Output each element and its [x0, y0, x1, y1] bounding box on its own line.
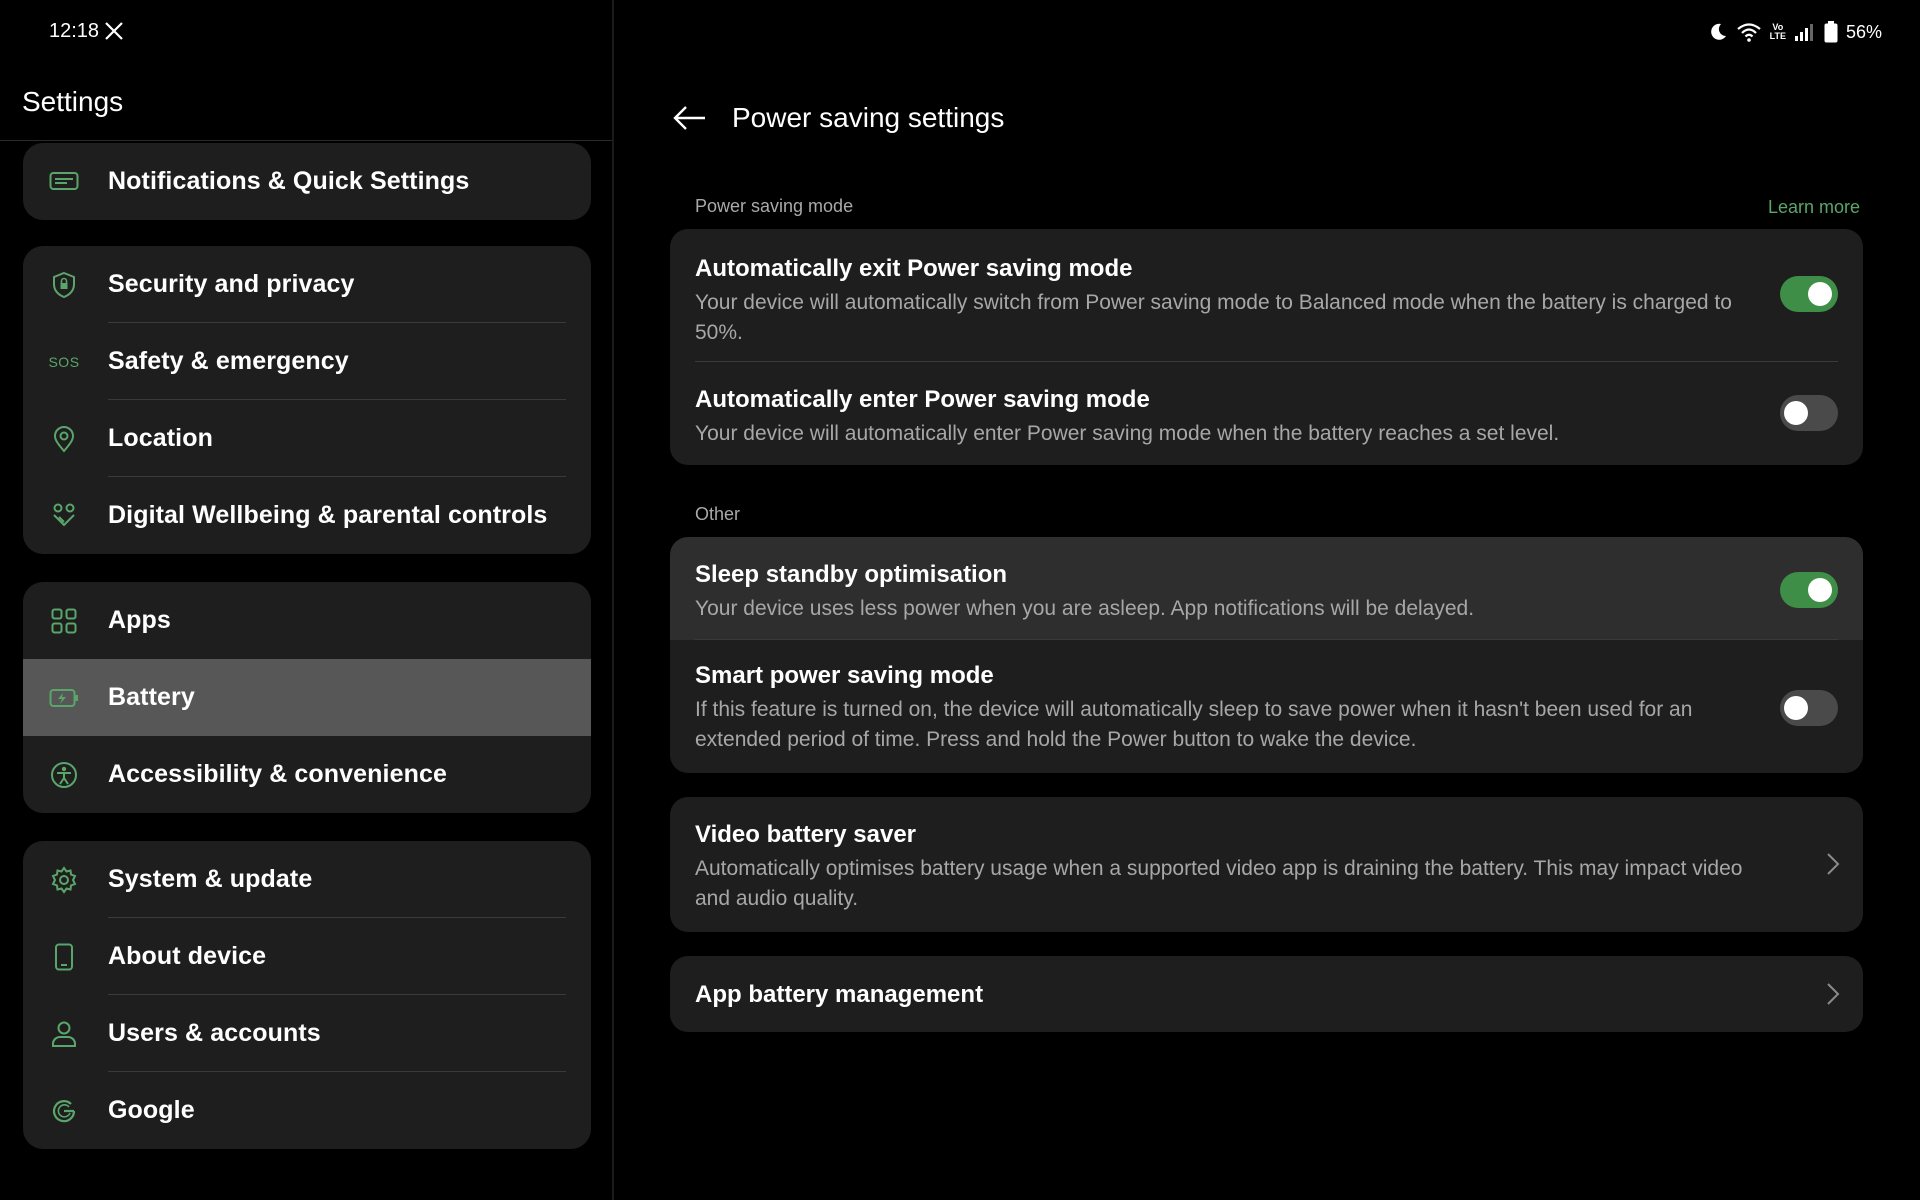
settings-group-3 — [23, 582, 591, 813]
battery-status-icon — [1824, 21, 1838, 43]
toggle-knob — [1808, 578, 1832, 602]
row-subtitle: Your device will automatically switch from Power saving mode to Balanced mode when the battery is charged to 50%. — [695, 291, 1732, 344]
page-title: Power saving settings — [732, 102, 1005, 133]
auto-exit-toggle[interactable] — [1780, 276, 1838, 312]
toggle-knob — [1784, 401, 1808, 425]
row-title: Sleep standby optimisation — [695, 561, 1008, 588]
sidebar-item-label: Accessibility & convenience — [108, 760, 447, 788]
settings-group-2 — [23, 246, 591, 554]
section-header-other: Other — [695, 504, 741, 524]
row-title: Automatically enter Power saving mode — [695, 386, 1150, 413]
sidebar-item-location[interactable] — [23, 400, 591, 477]
toggle-knob — [1784, 696, 1808, 720]
location-icon — [49, 424, 79, 454]
sidebar-item-label: Digital Wellbeing & parental controls — [108, 501, 548, 529]
toggle-knob — [1808, 282, 1832, 306]
wifi-icon — [1736, 22, 1762, 42]
sidebar-item-accessibility[interactable] — [23, 736, 591, 813]
row-smart-power-saving[interactable] — [670, 640, 1863, 773]
user-icon — [49, 1019, 79, 1049]
row-subtitle: Your device will automatically enter Power saving mode when the battery reaches a set level. — [695, 422, 1560, 445]
status-time: 12:18 — [49, 20, 100, 42]
sidebar-item-label: Users & accounts — [108, 1019, 321, 1047]
sidebar-item-system[interactable] — [23, 841, 591, 918]
row-sleep-standby[interactable] — [670, 537, 1863, 640]
row-subtitle: If this feature is turned on, the device will automatically sleep to save power when it hasn't been used for an extended period of time. Press and hold the Power button to wake the device. — [695, 698, 1693, 751]
sidebar-item-google[interactable] — [23, 1072, 591, 1149]
battery-percent: 56% — [1845, 21, 1882, 42]
back-button[interactable] — [672, 100, 708, 136]
sidebar-item-safety[interactable] — [23, 323, 591, 400]
notifications-icon — [49, 167, 79, 197]
sidebar-item-label: Location — [108, 424, 213, 452]
sidebar-header-divider — [0, 140, 612, 141]
apps-icon — [49, 606, 79, 636]
signal-icon — [1794, 22, 1816, 42]
sidebar-item-label: Battery — [108, 683, 195, 711]
battery-icon — [49, 683, 79, 713]
sidebar-item-notifications[interactable] — [23, 143, 591, 220]
sidebar-title: Settings — [22, 86, 124, 117]
wellbeing-icon — [49, 501, 79, 531]
settings-group-4 — [23, 841, 591, 1149]
other-card — [670, 537, 1863, 773]
sidebar-item-security[interactable] — [23, 246, 591, 323]
smart-power-saving-toggle[interactable] — [1780, 690, 1838, 726]
sidebar-item-wellbeing[interactable] — [23, 477, 591, 554]
chevron-right-icon — [1825, 851, 1841, 877]
sos-icon: SOS — [48, 353, 80, 370]
sleep-standby-toggle[interactable] — [1780, 572, 1838, 608]
sidebar-item-apps[interactable] — [23, 582, 591, 659]
row-app-battery-management[interactable] — [670, 956, 1863, 1032]
sidebar-item-label: Google — [108, 1096, 195, 1124]
learn-more-link[interactable]: Learn more — [1767, 197, 1860, 217]
moon-icon — [1708, 22, 1728, 42]
shield-icon — [49, 270, 79, 300]
sidebar-item-label: Safety & emergency — [108, 347, 349, 375]
settings-sidebar — [0, 0, 612, 1200]
row-auto-enter[interactable] — [670, 362, 1863, 465]
power-saving-card — [670, 229, 1863, 465]
sidebar-item-battery[interactable] — [23, 659, 591, 736]
sidebar-item-about[interactable] — [23, 918, 591, 995]
sidebar-item-label: Notifications & Quick Settings — [108, 167, 470, 195]
accessibility-icon — [49, 760, 79, 790]
auto-enter-toggle[interactable] — [1780, 395, 1838, 431]
settings-group-1 — [23, 143, 591, 220]
row-auto-exit[interactable] — [670, 229, 1863, 362]
sidebar-item-users[interactable] — [23, 995, 591, 1072]
app-battery-management-card[interactable] — [670, 956, 1863, 1032]
pane-divider — [612, 0, 614, 1200]
row-title: App battery management — [695, 981, 984, 1008]
row-title: Automatically exit Power saving mode — [695, 255, 1133, 282]
back-arrow-icon — [673, 105, 707, 131]
sidebar-item-label: Apps — [108, 606, 171, 634]
section-header-power-saving: Power saving mode — [695, 196, 854, 216]
phone-icon — [49, 942, 79, 972]
gear-icon — [49, 865, 79, 895]
chevron-right-icon — [1825, 981, 1841, 1007]
row-title: Video battery saver — [695, 821, 917, 848]
video-battery-saver-card[interactable] — [670, 797, 1863, 932]
google-icon — [49, 1096, 79, 1126]
sidebar-item-label: About device — [108, 942, 267, 970]
volte-icon: Vo LTE — [1769, 22, 1786, 41]
sidebar-item-label: Security and privacy — [108, 270, 355, 298]
row-subtitle: Automatically optimises battery usage when a supported video app is draining the battery. This may impact video and audio quality. — [695, 857, 1743, 910]
row-title: Smart power saving mode — [695, 662, 994, 689]
sidebar-item-label: System & update — [108, 865, 313, 893]
status-icons — [1708, 18, 1882, 46]
row-video-battery-saver[interactable] — [670, 797, 1863, 932]
row-subtitle: Your device uses less power when you are asleep. App notifications will be delayed. — [695, 597, 1475, 620]
